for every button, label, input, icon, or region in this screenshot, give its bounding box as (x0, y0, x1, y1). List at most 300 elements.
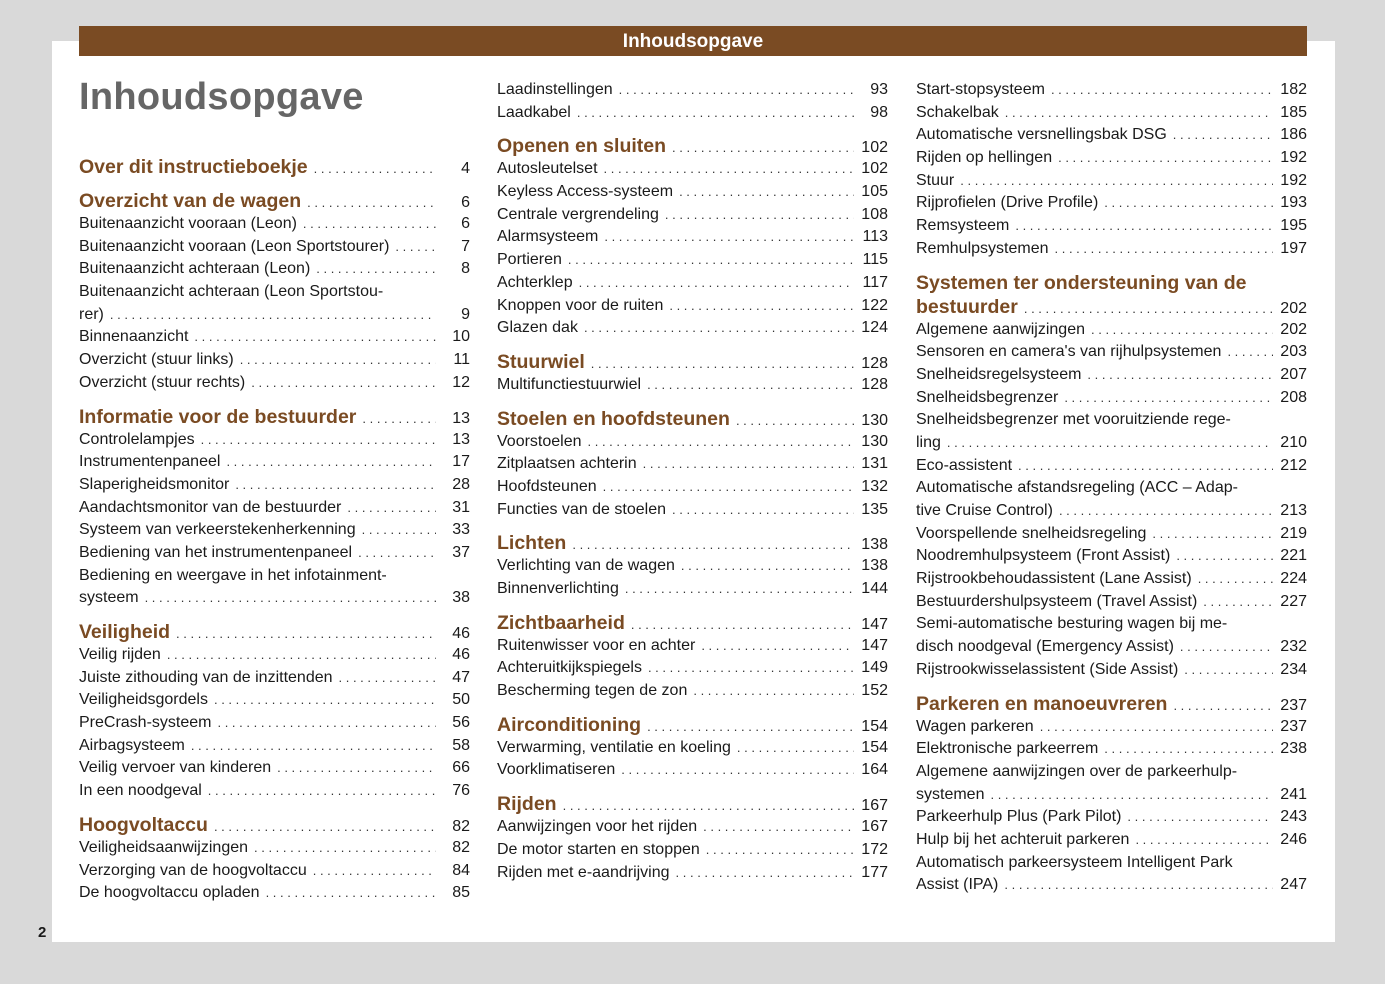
toc-page-number: 6 (461, 215, 470, 232)
dot-leader (254, 837, 436, 860)
toc-entry[interactable] (497, 816, 888, 839)
toc-entry-title: Binnenverlichting (497, 580, 619, 597)
toc-entry[interactable] (916, 147, 1307, 170)
toc-entry-title: Airbagsysteem (79, 736, 185, 754)
dot-leader (395, 236, 436, 259)
toc-page-number: 195 (1280, 217, 1307, 235)
toc-entry-title: Veilig vervoer van kinderen (79, 759, 272, 777)
toc-page-number: 208 (1280, 388, 1307, 406)
toc-page-number: 17 (452, 453, 470, 471)
dot-leader (579, 272, 854, 295)
dot-leader (362, 519, 436, 542)
dot-leader (316, 258, 436, 281)
toc-entry[interactable] (916, 806, 1307, 829)
toc-heading[interactable] (79, 620, 470, 644)
toc-entry-title: Instrumentenpaneel (79, 453, 221, 471)
toc-page-number: 167 (861, 797, 888, 815)
toc-page-number: 203 (1280, 343, 1307, 361)
toc-entry-title: Airconditioning (497, 713, 642, 736)
dot-leader (577, 102, 854, 125)
toc-page-number: 13 (452, 409, 470, 427)
toc-entry[interactable] (497, 79, 888, 102)
toc-entry-title: Achteruitkijkspiegels (497, 659, 642, 677)
toc-page-number: 108 (861, 205, 888, 223)
toc-entry[interactable] (79, 735, 470, 758)
page-number: 2 (38, 924, 47, 941)
toc-entry[interactable] (79, 372, 470, 395)
dot-leader (1203, 591, 1273, 614)
toc-entry[interactable] (916, 545, 1307, 568)
dot-leader (1173, 124, 1273, 147)
dot-leader (1064, 387, 1273, 410)
dot-leader (1091, 319, 1273, 342)
toc-page-number: 131 (861, 455, 888, 473)
dot-leader (240, 349, 436, 372)
toc-page-number: 237 (1280, 717, 1307, 735)
toc-entry[interactable] (79, 757, 470, 780)
toc-entry-title: Voorstoelen (497, 432, 582, 450)
toc-entry-title: De hoogvoltaccu opladen (79, 884, 260, 902)
toc-page-number: 192 (1280, 149, 1307, 167)
toc-entry[interactable] (916, 319, 1307, 342)
dot-leader (1104, 738, 1273, 761)
toc-page-number: 213 (1280, 502, 1307, 519)
toc-page-number: 147 (861, 636, 888, 654)
toc-entry[interactable] (497, 759, 888, 782)
toc-entry-title: Zichtbaarheid (497, 611, 625, 634)
dot-leader (251, 372, 436, 395)
toc-entry[interactable] (497, 862, 888, 885)
toc-entry[interactable] (916, 341, 1307, 364)
toc-page-number: 56 (452, 714, 470, 732)
toc-entry[interactable] (497, 249, 888, 272)
toc-page-number: 177 (861, 863, 888, 881)
dot-leader (681, 555, 854, 578)
toc-page-number: 130 (861, 411, 888, 429)
toc-entry[interactable] (79, 587, 470, 610)
dot-leader (603, 476, 854, 499)
toc-page-number: 98 (870, 103, 888, 121)
toc-entry-line[interactable]: Snelheidsbegrenzer met vooruitziende rege- (916, 411, 1231, 429)
toc-column-2 (497, 79, 888, 884)
toc-entry[interactable] (916, 523, 1307, 546)
toc-entry[interactable] (916, 716, 1307, 739)
toc-entry-title: Aanwijzingen voor het rijden (497, 818, 698, 836)
toc-entry-title: Elektronische parkeerrem (916, 740, 1099, 758)
toc-entry-title: Informatie voor de bestuurder (79, 405, 357, 428)
toc-entry[interactable] (916, 170, 1307, 193)
toc-entry-title: Controlelampjes (79, 430, 195, 448)
toc-page-number: 102 (861, 160, 888, 178)
toc-entry[interactable] (79, 519, 470, 542)
dot-leader (217, 712, 436, 735)
toc-page-number: 237 (1280, 696, 1307, 714)
toc-entry-title: Binnenaanzicht (79, 328, 189, 346)
toc-page-number: 207 (1280, 365, 1307, 383)
dot-leader (1055, 238, 1274, 261)
toc-entry[interactable] (497, 453, 888, 476)
toc-page-number: 115 (862, 251, 888, 269)
toc-entry[interactable] (79, 429, 470, 452)
dot-leader (647, 715, 854, 739)
dot-leader (706, 839, 854, 862)
toc-entry-title: Snelheidsbegrenzer (916, 388, 1059, 406)
toc-entry-title: Stuur (916, 171, 955, 189)
dot-leader (1058, 147, 1273, 170)
toc-page-number: 82 (452, 817, 470, 835)
toc-page-number: 221 (1280, 547, 1307, 565)
dot-leader (1059, 500, 1273, 523)
toc-entry-title: Assist (IPA) (916, 876, 999, 894)
toc-entry-title: Rijden met e-aandrijving (497, 863, 670, 881)
toc-page-number: 224 (1280, 570, 1307, 588)
toc-entry-title: Overzicht (stuur links) (79, 351, 234, 369)
toc-entry[interactable] (916, 102, 1307, 125)
dot-leader (347, 497, 436, 520)
toc-entry[interactable] (79, 712, 470, 735)
toc-heading[interactable] (79, 405, 470, 429)
toc-page-number: 113 (862, 228, 888, 246)
toc-entry-line[interactable]: Semi-automatische besturing wagen bij me- (916, 615, 1228, 633)
toc-page-number: 246 (1280, 830, 1307, 848)
toc-entry[interactable] (916, 500, 1307, 523)
toc-entry[interactable] (79, 451, 470, 474)
toc-entry[interactable] (497, 499, 888, 522)
toc-entry-title: Lichten (497, 532, 567, 555)
toc-entry-title: In een noodgeval (79, 782, 202, 800)
toc-entry[interactable] (916, 829, 1307, 852)
toc-entry[interactable] (497, 635, 888, 658)
toc-entry-title: Zitplaatsen achterin (497, 455, 637, 473)
toc-page-number: 154 (861, 717, 888, 735)
toc-entry[interactable] (497, 181, 888, 204)
dot-leader (604, 158, 854, 181)
toc-entry[interactable] (497, 657, 888, 680)
toc-entry-title: Knoppen voor de ruiten (497, 296, 664, 314)
dot-leader (1173, 694, 1273, 718)
toc-entry[interactable] (497, 737, 888, 760)
toc-entry[interactable] (497, 272, 888, 295)
toc-entry-title: Glazen dak (497, 319, 578, 337)
toc-entry[interactable] (497, 680, 888, 703)
toc-entry[interactable] (79, 837, 470, 860)
dot-leader (307, 191, 436, 215)
toc-entry[interactable] (497, 102, 888, 125)
toc-entry[interactable] (497, 204, 888, 227)
dot-leader (669, 295, 854, 318)
toc-entry-title: Sensoren en camera's van rijhulpsystemen (916, 343, 1222, 361)
dot-leader (591, 352, 854, 376)
toc-page-number: 82 (452, 838, 470, 856)
toc-entry[interactable] (916, 215, 1307, 238)
toc-entry-title: Stoelen en hoofdsteunen (497, 407, 730, 430)
toc-entry-title: Functies van de stoelen (497, 500, 666, 518)
toc-page-number: 47 (452, 668, 470, 686)
dot-leader (676, 862, 854, 885)
toc-heading[interactable] (79, 189, 470, 213)
dot-leader (647, 374, 854, 397)
toc-page-number: 76 (452, 782, 470, 800)
toc-page-number: 130 (861, 432, 888, 450)
toc-column-3 (916, 79, 1307, 897)
toc-entry[interactable] (916, 364, 1307, 387)
toc-entry[interactable] (79, 213, 470, 236)
dot-leader (303, 213, 436, 236)
toc-entry-title: Hulp bij het achteruit parkeren (916, 830, 1130, 848)
toc-heading[interactable] (497, 407, 888, 431)
toc-page-number: 232 (1280, 638, 1307, 656)
toc-entry[interactable] (497, 158, 888, 181)
toc-entry[interactable] (916, 659, 1307, 682)
toc-entry-title: Alarmsysteem (497, 228, 599, 246)
toc-entry-title: Rijden op hellingen (916, 149, 1053, 167)
toc-entry-title: Buitenaanzicht vooraan (Leon Sportstourer) (79, 237, 390, 255)
toc-entry[interactable] (79, 497, 470, 520)
toc-page-number: 7 (461, 237, 470, 255)
toc-entry-title: Verzorging van de hoogvoltaccu (79, 861, 307, 879)
toc-page-number: 138 (861, 536, 888, 554)
dot-leader (266, 882, 436, 905)
dot-leader (1040, 716, 1273, 739)
toc-entry-title: Portieren (497, 251, 562, 269)
toc-entry[interactable] (916, 238, 1307, 261)
toc-entry-title: Remsysteem (916, 217, 1010, 235)
toc-entry-title: rer) (79, 305, 104, 323)
toc-page-number: 6 (461, 194, 470, 211)
toc-heading[interactable] (497, 350, 888, 374)
dot-leader (235, 474, 436, 497)
dot-leader (672, 499, 854, 522)
toc-entry[interactable] (916, 784, 1307, 807)
toc-entry[interactable] (916, 568, 1307, 591)
dot-leader (701, 635, 854, 658)
toc-entry[interactable] (79, 474, 470, 497)
toc-entry[interactable] (79, 349, 470, 372)
toc-entry-title: tive Cruise Control) (916, 502, 1053, 519)
dot-leader (631, 613, 854, 637)
dot-leader (990, 784, 1273, 807)
toc-page-number: 144 (861, 580, 888, 597)
toc-page-number: 202 (1280, 299, 1307, 317)
dot-leader (568, 249, 854, 272)
toc-page-number: 135 (861, 500, 888, 518)
toc-entry[interactable] (497, 374, 888, 397)
toc-entry[interactable] (916, 124, 1307, 147)
toc-page-number: 84 (452, 861, 470, 879)
toc-entry-title: Rijprofielen (Drive Profile) (916, 194, 1099, 212)
toc-entry-line[interactable]: Automatisch parkeersysteem Intelligent Park (916, 853, 1233, 871)
toc-page-number: 128 (861, 375, 888, 393)
toc-entry-title: Eco-assistent (916, 456, 1013, 474)
toc-entry-title: Achterklep (497, 273, 573, 291)
toc-heading[interactable] (79, 813, 470, 837)
toc-entry[interactable] (79, 542, 470, 565)
dot-leader (194, 326, 436, 349)
toc-entry-title: Multifunctiestuurwiel (497, 375, 642, 393)
toc-page-number: 185 (1280, 103, 1307, 121)
dot-leader (1176, 545, 1273, 568)
dot-leader (1127, 806, 1273, 829)
toc-entry[interactable] (79, 258, 470, 281)
toc-heading[interactable] (497, 611, 888, 635)
toc-entry-title: Bediening van het instrumentenpaneel (79, 543, 353, 561)
toc-entry-title: Wagen parkeren (916, 717, 1034, 735)
dot-leader (214, 815, 436, 839)
toc-page-number: 10 (452, 328, 470, 346)
toc-entry-title: Verwarming, ventilatie en koeling (497, 738, 731, 756)
toc-entry[interactable] (497, 317, 888, 340)
dot-leader (358, 542, 436, 565)
toc-page-number: 202 (1280, 320, 1307, 338)
dot-leader (1184, 659, 1273, 682)
toc-entry[interactable] (916, 874, 1307, 897)
header-bar: Inhoudsopgave (79, 26, 1307, 56)
toc-entry-title: PreCrash-systeem (79, 714, 212, 732)
toc-entry-line[interactable]: Automatische afstandsregeling (ACC – Adap- (916, 479, 1238, 497)
toc-page-number: 132 (861, 477, 888, 495)
toc-page-number: 212 (1280, 456, 1307, 474)
toc-page-number: 37 (452, 543, 470, 561)
toc-entry[interactable] (916, 387, 1307, 410)
toc-heading[interactable] (497, 713, 888, 737)
toc-entry-title: Over dit instructieboekje (79, 156, 308, 178)
toc-entry[interactable] (79, 644, 470, 667)
toc-page-number: 219 (1280, 524, 1307, 542)
dot-leader (625, 578, 854, 601)
toc-page-number: 31 (452, 498, 470, 516)
dot-leader (1024, 297, 1273, 321)
toc-entry[interactable] (497, 555, 888, 578)
dot-leader (277, 757, 436, 780)
toc-entry[interactable] (916, 79, 1307, 102)
toc-entry-title: Rijstrookwisselassistent (Side Assist) (916, 660, 1179, 678)
toc-page-number: 210 (1280, 433, 1307, 451)
toc-heading[interactable] (79, 155, 470, 179)
toc-page-number: 33 (452, 521, 470, 539)
dot-leader (584, 317, 854, 340)
dot-leader (191, 735, 436, 758)
toc-page-number: 227 (1280, 592, 1307, 610)
toc-entry-line[interactable]: Algemene aanwijzingen over de parkeerhulp- (916, 762, 1238, 780)
dot-leader (1198, 568, 1273, 591)
toc-page-number: 102 (861, 139, 888, 157)
toc-entry-title: Overzicht (stuur rechts) (79, 373, 246, 391)
toc-heading-line[interactable]: Systemen ter ondersteuning van de (916, 271, 1247, 294)
toc-entry[interactable] (916, 636, 1307, 659)
toc-entry[interactable] (79, 236, 470, 259)
dot-leader (619, 79, 854, 102)
toc-entry-title: Parkeerhulp Plus (Park Pilot) (916, 808, 1122, 826)
toc-column-1 (79, 155, 470, 905)
toc-entry-title: Hoogvoltaccu (79, 813, 208, 836)
toc-entry[interactable] (497, 578, 888, 601)
toc-entry-title: Veiligheidsgordels (79, 691, 208, 709)
toc-entry[interactable] (79, 860, 470, 883)
toc-page-number: 122 (861, 296, 888, 314)
dot-leader (314, 157, 436, 181)
toc-entry-line[interactable]: Buitenaanzicht achteraan (Leon Sportstou- (79, 283, 384, 301)
dot-leader (1051, 79, 1273, 102)
dot-leader (167, 644, 436, 667)
dot-leader (1087, 364, 1273, 387)
toc-entry[interactable] (497, 226, 888, 249)
toc-page-number: 247 (1280, 876, 1307, 894)
toc-entry-title: Veiligheidsaanwijzingen (79, 838, 249, 856)
toc-entry[interactable] (916, 192, 1307, 215)
toc-entry-title: Buitenaanzicht vooraan (Leon) (79, 215, 297, 232)
dot-leader (693, 680, 854, 703)
toc-entry[interactable] (79, 304, 470, 327)
toc-entry[interactable] (916, 432, 1307, 455)
toc-entry-title: Noodremhulpsysteem (Front Assist) (916, 547, 1171, 565)
toc-entry[interactable] (79, 667, 470, 690)
dot-leader (672, 136, 854, 160)
toc-entry-title: systeem (79, 589, 139, 607)
toc-entry[interactable] (497, 839, 888, 862)
toc-page-number: 85 (452, 884, 470, 902)
toc-entry[interactable] (497, 431, 888, 454)
toc-entry[interactable] (79, 326, 470, 349)
toc-page-number: 11 (453, 351, 470, 369)
toc-page-number: 138 (861, 557, 888, 575)
toc-entry[interactable] (916, 738, 1307, 761)
toc-entry[interactable] (497, 476, 888, 499)
dot-leader (1005, 102, 1273, 125)
toc-heading[interactable] (916, 295, 1307, 319)
toc-heading[interactable] (916, 692, 1307, 716)
toc-entry[interactable] (79, 780, 470, 803)
toc-page-number: 66 (452, 759, 470, 777)
toc-page-number: 58 (452, 736, 470, 754)
toc-entry[interactable] (916, 455, 1307, 478)
toc-entry-title: Openen en sluiten (497, 135, 667, 158)
toc-entry-title: Voorspellende snelheidsregeling (916, 524, 1147, 542)
toc-page-number: 12 (452, 373, 470, 391)
toc-entry-title: Veilig rijden (79, 646, 161, 663)
toc-entry-title: Rijden (497, 793, 557, 816)
dot-leader (1018, 455, 1273, 478)
dot-leader (1135, 829, 1273, 852)
dot-leader (588, 431, 854, 454)
dot-leader (960, 170, 1273, 193)
dot-leader (1152, 523, 1273, 546)
toc-entry-title: Ruitenwisser voor en achter (497, 636, 696, 654)
toc-page-number: 50 (452, 691, 470, 709)
dot-leader (208, 780, 436, 803)
toc-entry[interactable] (916, 591, 1307, 614)
toc-page-number: 182 (1280, 81, 1307, 98)
toc-entry-title: Overzicht van de wagen (79, 190, 302, 212)
toc-page-number: 192 (1280, 171, 1307, 189)
toc-entry-line[interactable]: Bediening en weergave in het infotainment- (79, 566, 387, 584)
toc-heading[interactable] (497, 134, 888, 158)
dot-leader (621, 759, 854, 782)
toc-heading[interactable] (497, 531, 888, 555)
toc-entry[interactable] (79, 689, 470, 712)
dot-leader (1015, 215, 1273, 238)
toc-entry[interactable] (79, 882, 470, 905)
dot-leader (1104, 192, 1273, 215)
toc-entry-title: Bescherming tegen de zon (497, 682, 688, 700)
dot-leader (643, 453, 854, 476)
toc-heading[interactable] (497, 792, 888, 816)
dot-leader (604, 226, 854, 249)
dot-leader (947, 432, 1273, 455)
dot-leader (313, 860, 436, 883)
toc-entry-title: Verlichting van de wagen (497, 557, 675, 575)
toc-entry-title: Parkeren en manoeuvreren (916, 692, 1168, 715)
toc-entry[interactable] (497, 295, 888, 318)
